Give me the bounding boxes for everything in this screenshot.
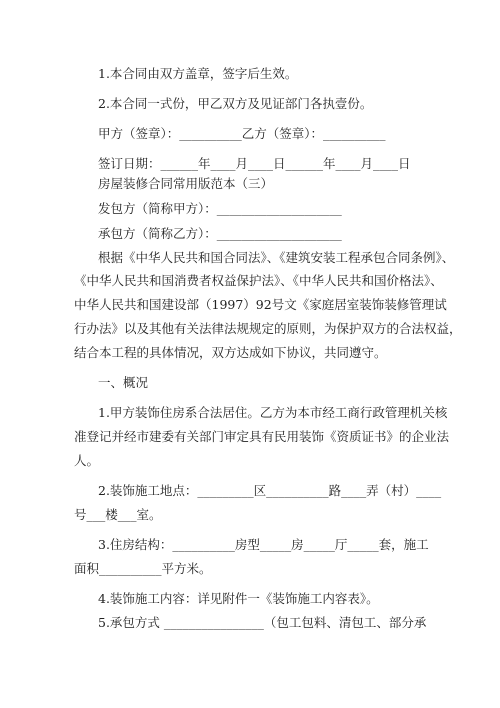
preamble-line-1: 根据《中华人民共和国合同法》、《建筑安装工程承包合同条例》、 [98,250,455,265]
overview-item-1-line-2: 准登记并经市建委有关部门审定具有民用装饰《资质证书》的企业法 [74,429,450,444]
party-b-line: 承包方（简称乙方）：____________________ [98,226,342,241]
overview-item-1-line-3: 人。 [74,453,100,468]
overview-item-2-line-2: 号___楼___室。 [74,507,162,522]
signature-line: 甲方（签章）：__________乙方（签章）：__________ [98,126,386,141]
overview-item-3-line-2: 面积__________平方米。 [74,561,212,576]
signing-date-line: 签订日期：______年____月____日______年____月____日 [98,156,411,171]
preamble-line-5: 结合本工程的具体情况，双方达成如下协议，共同遵守。 [74,345,387,360]
preamble-line-2: 《中华人民共和国消费者权益保护法》、《中华人民共和国价格法》、 [74,273,443,288]
section-title: 房屋装修合同常用版范本（三） [98,176,274,191]
preamble-line-4: 行办法》以及其他有关法律法规规定的原则，为保护双方的合法权益， [74,321,462,336]
clause-copies: 2.本合同一式份，甲乙双方及见证部门各执壹份。 [98,96,373,111]
overview-item-4: 4.装饰施工内容：详见附件一《装饰施工内容表》。 [98,591,379,606]
chapter-heading-overview: 一、概况 [98,375,149,390]
clause-effective: 1.本合同由双方盖章，签字后生效。 [98,66,298,81]
overview-item-5: 5.承包方式 ________________（包工包料、清包工、部分承 [98,615,427,630]
preamble-line-3: 中华人民共和国建设部（1997）92号文《家庭居室装饰装修管理试 [74,297,447,312]
overview-item-2-line-1: 2.装饰施工地点：_________区__________路____弄（村）____ [98,483,442,498]
overview-item-1-line-1: 1.甲方装饰住房系合法居住。乙方为本市经工商行政管理机关核 [98,405,448,420]
overview-item-3-line-1: 3.住房结构：__________房型_____房_____厅_____套，施工 [98,537,429,552]
party-a-line: 发包方（简称甲方）：____________________ [98,201,342,216]
